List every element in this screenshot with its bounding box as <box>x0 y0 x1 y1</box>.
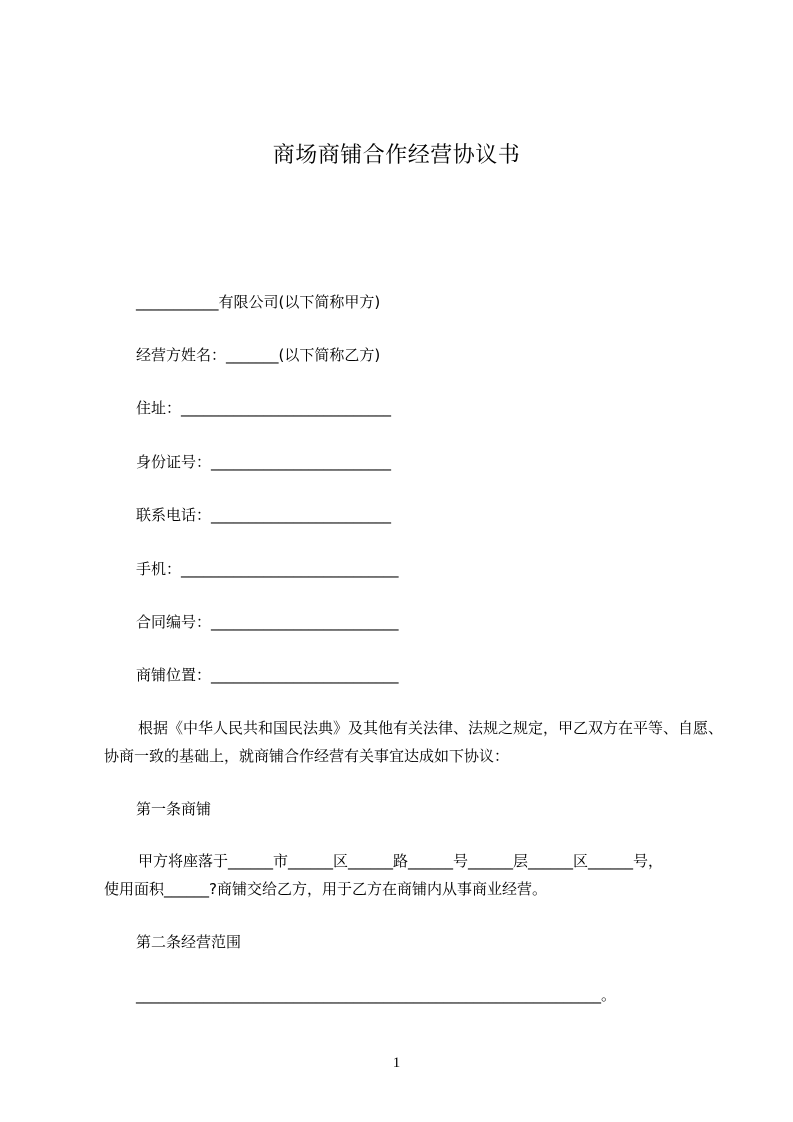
party-b-line: 经营方姓名：_______(以下简称乙方) <box>136 346 381 364</box>
contract-number-line: 合同编号：_________________________ <box>136 613 399 631</box>
article-2-blank-line: ______________________________________________________________。 <box>136 986 617 1004</box>
article-1-line-1: 甲方将座落于______市______区______路______号______层______区______号， <box>138 852 664 870</box>
id-number-line: 身份证号：________________________ <box>136 453 392 471</box>
phone-line: 联系电话：________________________ <box>136 506 392 524</box>
preamble-paragraph: 根据《中华人民共和国民法典》及其他有关法律、法规之规定，甲乙双方在平等、自愿、协商一致的基础上，就商铺合作经营有关事宜达成如下协议： <box>104 719 724 765</box>
shop-location-line: 商铺位置：_________________________ <box>136 666 399 684</box>
mobile-line: 手机：_____________________________ <box>136 560 399 578</box>
article-1-line-2: 使用面积______?商铺交给乙方，用于乙方在商铺内从事商业经营。 <box>104 880 547 898</box>
page-number: 1 <box>392 1055 401 1071</box>
address-line: 住址：____________________________ <box>136 399 392 417</box>
article-2-heading: 第二条经营范围 <box>136 933 242 951</box>
article-1-heading: 第一条商铺 <box>136 800 212 818</box>
document-title: 商场商铺合作经营协议书 <box>272 143 521 168</box>
party-a-line: ___________有限公司(以下简称甲方) <box>136 293 381 311</box>
